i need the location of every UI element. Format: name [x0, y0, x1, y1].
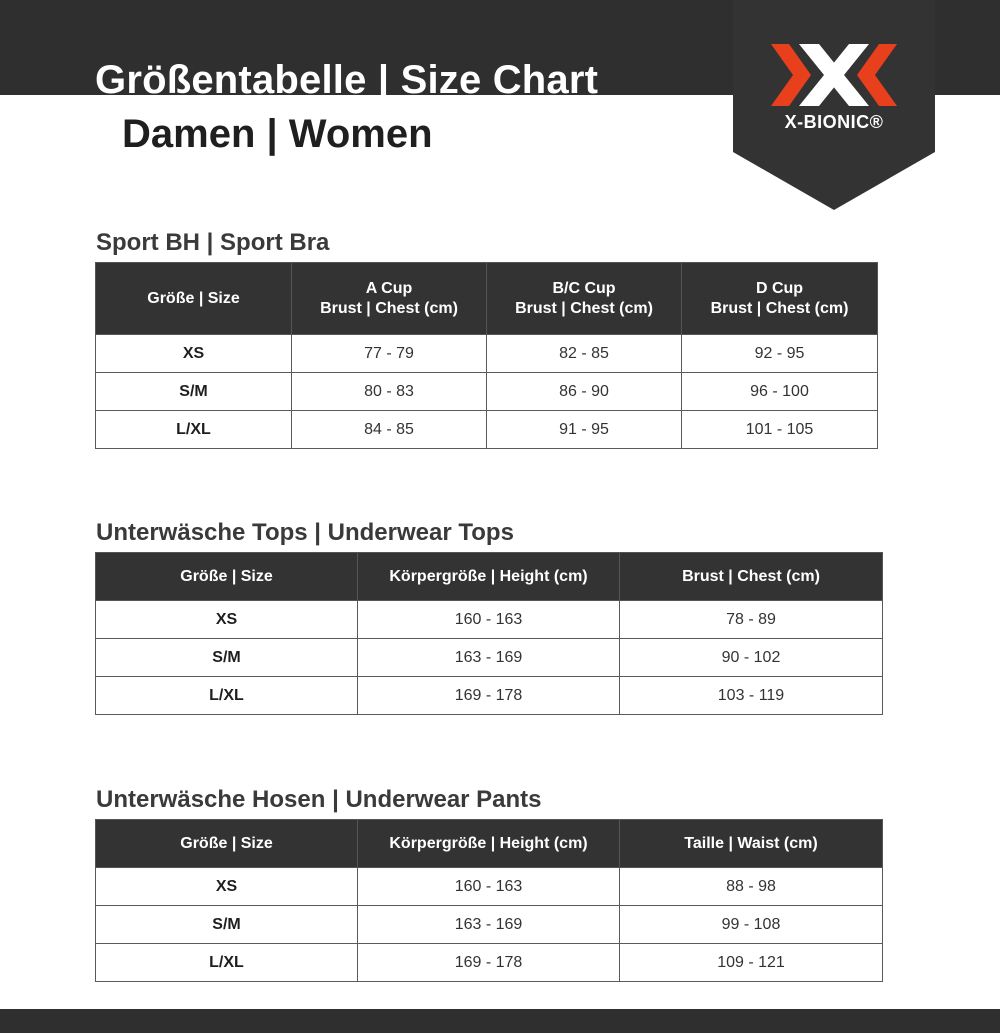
sport-bra-table — [95, 262, 878, 449]
column-header: A Cup Brust | Chest (cm) — [292, 263, 487, 335]
table-cell: 90 - 102 — [620, 639, 883, 677]
table-cell: 88 - 98 — [620, 868, 883, 906]
column-header: Körpergröße | Height (cm) — [358, 553, 620, 601]
section-title-sport-bra: Sport BH | Sport Bra — [96, 229, 330, 256]
table-cell: 109 - 121 — [620, 944, 883, 982]
column-header: Brust | Chest (cm) — [620, 553, 883, 601]
table-cell: 99 - 108 — [620, 906, 883, 944]
table-row — [96, 868, 883, 906]
table-header-row — [96, 553, 883, 601]
column-header: Größe | Size — [96, 820, 358, 868]
table-row — [96, 601, 883, 639]
table-row — [96, 944, 883, 982]
table-cell: 86 - 90 — [487, 373, 682, 411]
table-cell: 77 - 79 — [292, 335, 487, 373]
section-title-underwear-tops: Unterwäsche Tops | Underwear Tops — [96, 519, 514, 546]
footer-band — [0, 1009, 1000, 1033]
table-cell: 80 - 83 — [292, 373, 487, 411]
column-header: B/C Cup Brust | Chest (cm) — [487, 263, 682, 335]
table-row — [96, 906, 883, 944]
table-cell: 169 - 178 — [358, 944, 620, 982]
table-cell: 163 - 169 — [358, 906, 620, 944]
table-cell: 96 - 100 — [682, 373, 878, 411]
size-cell: XS — [96, 868, 358, 906]
x-bionic-logo-icon — [733, 0, 935, 210]
size-cell: XS — [96, 335, 292, 373]
table-cell: 84 - 85 — [292, 411, 487, 449]
table-header-row — [96, 820, 883, 868]
table-cell: 160 - 163 — [358, 868, 620, 906]
table-cell: 101 - 105 — [682, 411, 878, 449]
column-header: Größe | Size — [96, 553, 358, 601]
table-cell: 78 - 89 — [620, 601, 883, 639]
table-row — [96, 677, 883, 715]
size-cell: L/XL — [96, 677, 358, 715]
size-cell: S/M — [96, 639, 358, 677]
section-title-underwear-pants: Unterwäsche Hosen | Underwear Pants — [96, 786, 542, 813]
page-title: Größentabelle | Size Chart — [95, 58, 599, 102]
table-row — [96, 411, 878, 449]
size-cell: L/XL — [96, 411, 292, 449]
table-row — [96, 335, 878, 373]
size-cell: XS — [96, 601, 358, 639]
table-cell: 82 - 85 — [487, 335, 682, 373]
table-cell: 103 - 119 — [620, 677, 883, 715]
page-subtitle: Damen | Women — [122, 112, 433, 156]
table-header-row — [96, 263, 878, 335]
column-header: Taille | Waist (cm) — [620, 820, 883, 868]
column-header: Größe | Size — [96, 263, 292, 335]
size-cell: S/M — [96, 373, 292, 411]
size-cell: S/M — [96, 906, 358, 944]
underwear-tops-table — [95, 552, 883, 715]
column-header: D Cup Brust | Chest (cm) — [682, 263, 878, 335]
brand-name: X-BIONIC® — [784, 112, 884, 132]
table-cell: 92 - 95 — [682, 335, 878, 373]
table-cell: 160 - 163 — [358, 601, 620, 639]
table-cell: 169 - 178 — [358, 677, 620, 715]
table-row — [96, 639, 883, 677]
underwear-pants-table — [95, 819, 883, 982]
table-row — [96, 373, 878, 411]
brand-logo — [733, 0, 935, 210]
column-header: Körpergröße | Height (cm) — [358, 820, 620, 868]
size-cell: L/XL — [96, 944, 358, 982]
table-cell: 163 - 169 — [358, 639, 620, 677]
table-cell: 91 - 95 — [487, 411, 682, 449]
